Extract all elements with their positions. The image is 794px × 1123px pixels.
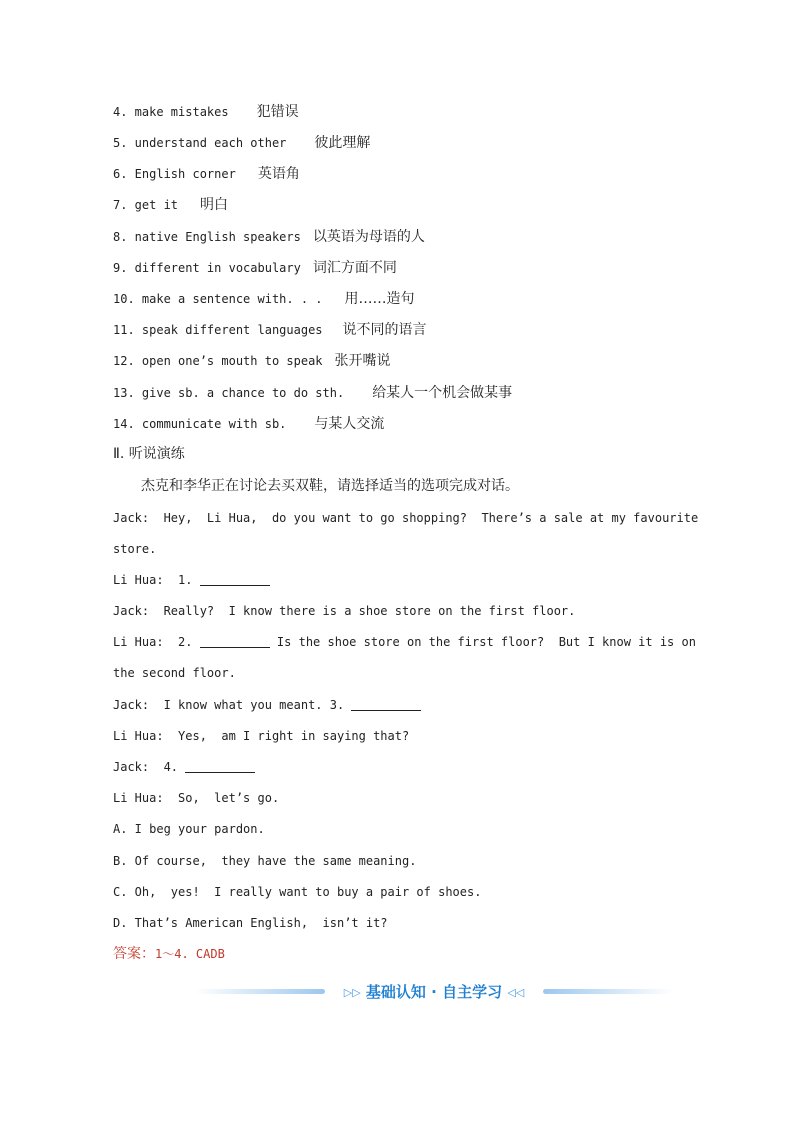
option-a: A. I beg your pardon.: [113, 822, 265, 836]
answer-value: 1～4. CADB: [155, 947, 225, 961]
phrase-en: 13. give sb. a chance to do sth.: [113, 386, 345, 400]
dialogue-line: [113, 759, 255, 775]
phrase-zh: 以英语为母语的人: [312, 229, 425, 245]
banner-left-bar: [195, 989, 325, 994]
phrase-zh: 明白: [200, 197, 229, 213]
answer-blank-4[interactable]: [185, 760, 255, 773]
phrase-zh: 用……造句: [344, 291, 415, 307]
dialogue-line: [113, 572, 270, 588]
dialogue-line: Jack: Hey, Li Hua, do you want to go shopping? There’s a sale at my favourite: [113, 511, 699, 525]
chevron-right-icon: ▷▷: [343, 986, 361, 999]
chevron-left-icon: ◁◁: [507, 986, 525, 999]
answer-blank-3[interactable]: [351, 698, 421, 711]
phrase-item: [113, 322, 427, 338]
section-banner: [195, 980, 673, 1004]
phrase-en: 9. different in vocabulary: [113, 261, 301, 275]
phrase-en: 6. English corner: [113, 167, 236, 181]
answer-blank-2[interactable]: [200, 635, 270, 648]
answer-line: [113, 946, 225, 962]
dialogue-text: Jack: I know what you meant. 3.: [113, 698, 352, 712]
phrase-en: 12. open one’s mouth to speak: [113, 354, 323, 368]
phrase-zh: 犯错误: [256, 104, 299, 120]
dialogue-line: Jack: Really? I know there is a shoe store on the first floor.: [113, 604, 576, 618]
phrase-item: [113, 353, 391, 369]
phrase-zh: 给某人一个机会做某事: [372, 385, 513, 401]
banner-right-bar: [543, 989, 673, 994]
phrase-item: [113, 197, 228, 213]
dialogue-text: Jack: 4.: [113, 760, 186, 774]
dialogue-text: Is the shoe store on the first floor? But I know it is on: [269, 635, 696, 649]
phrase-en: 5. understand each other: [113, 136, 287, 150]
phrase-en: 4. make mistakes: [113, 105, 229, 119]
phrase-en: 10. make a sentence with. . .: [113, 292, 323, 306]
phrase-en: 8. native English speakers: [113, 230, 301, 244]
phrase-en: 7. get it: [113, 198, 179, 212]
phrase-item: [113, 260, 397, 276]
banner-title: [329, 980, 539, 1005]
phrase-zh: 说不同的语言: [342, 322, 427, 338]
dialogue-line: Li Hua: Yes, am I right in saying that?: [113, 729, 410, 743]
phrase-zh: 与某人交流: [314, 416, 385, 432]
section-instruction: 杰克和李华正在讨论去买双鞋，请选择适当的选项完成对话。: [141, 478, 519, 494]
phrase-item: [113, 291, 415, 307]
answer-blank-1[interactable]: [200, 573, 270, 586]
dialogue-line: [113, 634, 696, 650]
dialogue-line: [113, 697, 421, 713]
phrase-item: [113, 385, 512, 401]
dialogue-text: Li Hua: 1.: [113, 573, 200, 587]
option-d: D. That’s American English, isn’t it?: [113, 916, 388, 930]
dialogue-line: Li Hua: So, let’s go.: [113, 791, 280, 805]
phrase-zh: 词汇方面不同: [312, 260, 397, 276]
phrase-zh: 张开嘴说: [334, 353, 391, 369]
section-heading: Ⅱ. 听说演练: [113, 446, 185, 462]
option-b: B. Of course, they have the same meaning.: [113, 854, 417, 868]
phrase-item: [113, 166, 300, 182]
banner-label: 基础认知 · 自主学习: [365, 983, 503, 1001]
option-c: C. Oh, yes! I really want to buy a pair of shoes.: [113, 885, 482, 899]
phrase-item: [113, 229, 425, 245]
phrase-en: 11. speak different languages: [113, 323, 323, 337]
phrase-item: [113, 135, 370, 151]
dialogue-line: the second floor.: [113, 666, 236, 680]
phrase-item: [113, 104, 299, 120]
dialogue-text: Li Hua: 2.: [113, 635, 200, 649]
phrase-zh: 英语角: [257, 166, 300, 182]
phrase-item: [113, 416, 384, 432]
phrase-zh: 彼此理解: [314, 135, 371, 151]
phrase-en: 14. communicate with sb.: [113, 417, 287, 431]
answer-label: 答案：: [113, 946, 155, 962]
dialogue-line: store.: [113, 542, 157, 556]
